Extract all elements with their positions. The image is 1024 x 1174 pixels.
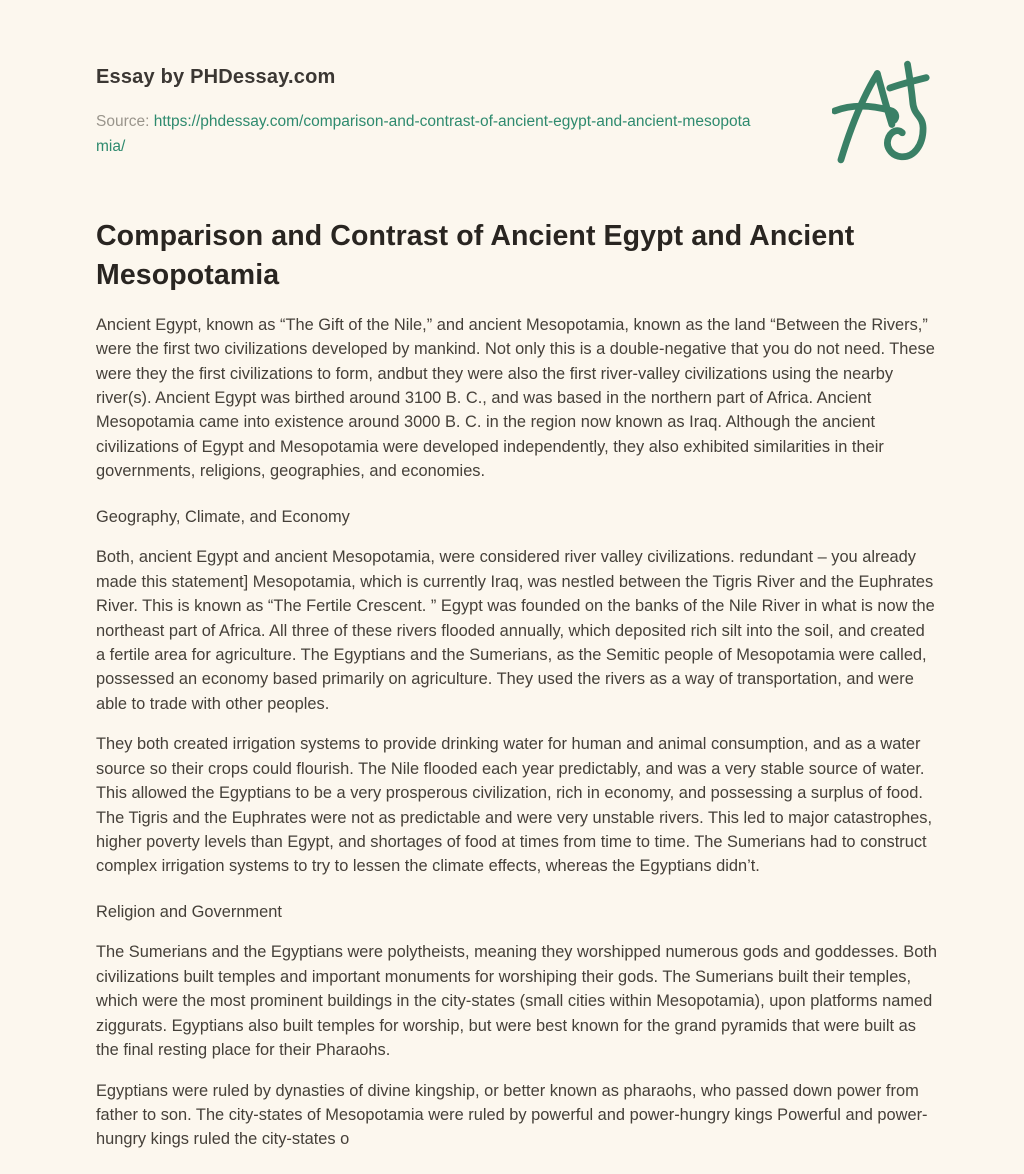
page-title: Comparison and Contrast of Ancient Egypt and Ancient Mesopotamia [96, 220, 855, 291]
a-plus-logo-icon [832, 60, 932, 164]
paragraph-polytheism: The Sumerians and the Egyptians were polytheists, meaning they worshipped numerous gods and goddesses. Both civilizations built temples and important monuments for worshiping their gods. The Sumerians built their temples, which were the most prominent buildings in the city-states (small cities within Mesopotamia), upon platforms named ziggurats. Egyptians also built temples for worship, but were best known for the grand pyramids that were built as the final resting place for their Pharaohs. [96, 943, 937, 1060]
byline-text: Essay by PHDessay.com [96, 66, 336, 88]
paragraph-rulers-truncated: Egyptians were ruled by dynasties of divine kingship, or better known as pharaohs, who passed down power from father to son. The city-states of Mesopotamia were ruled by powerful and power-hungry kings Powerful and power-hungry kings ruled the city-states o [96, 1081, 928, 1149]
source-label: Source: [96, 113, 150, 130]
paragraph-irrigation: They both created irrigation systems to provide drinking water for human and animal consumption, and as a water source so their crops could flourish. The Nile flooded each year predictably, and was a very stable source of water. This allowed the Egyptians to be a very prosperous civilization, rich in economy, and possessing a surplus of food. The Tigris and the Euphrates were not as predictable and were very unstable rivers. This led to major catastrophes, higher poverty levels than Egypt, and shortages of food at times from time to time. The Sumerians had to construct complex irrigation systems to try to lessen the climate effects, whereas the Egyptians didn’t. [96, 735, 933, 876]
section-heading-geography: Geography, Climate, and Economy [96, 507, 350, 526]
page-header [96, 66, 938, 159]
source-line [96, 109, 751, 159]
paragraph-geography-rivers: Both, ancient Egypt and ancient Mesopotamia, were considered river valley civilizations. redundant – you already made this statement] Mesopotamia, which is currently Iraq, was nestled between the Tigris River and the Euphrates River. This is known as “The Fertile Crescent. ” Egypt was founded on the banks of the Nile River in what is now the northeast part of Africa. All three of these rivers flooded annually, which deposited rich silt into the soil, and created a fertile area for agriculture. The Egyptians and the Sumerians, as the Semitic people of Mesopotamia were called, possessed an economy based primarily on agriculture. They used the rivers as a way of transportation, and were able to trade with other peoples. [96, 548, 935, 713]
section-heading-religion: Religion and Government [96, 902, 282, 921]
paragraph-intro: Ancient Egypt, known as “The Gift of the Nile,” and ancient Mesopotamia, known as the land “Between the Rivers,” were the first two civilizations developed by mankind. Not only this is a double-negative that you do not need. These were they the first civilizations to form, andbut they were also the first river-valley civilizations using the nearby river(s). Ancient Egypt was birthed around 3100 B. C., and was based in the northern part of Africa. Ancient Mesopotamia came into existence around 3000 B. C. in the region now known as Iraq. Although the ancient civilizations of Egypt and Mesopotamia were developed independently, they also exhibited similarities in their governments, religions, geographies, and economies. [96, 315, 935, 481]
source-link[interactable]: https://phdessay.com/comparison-and-contrast-of-ancient-egypt-and-ancient-mesopotamia/ [96, 113, 751, 156]
